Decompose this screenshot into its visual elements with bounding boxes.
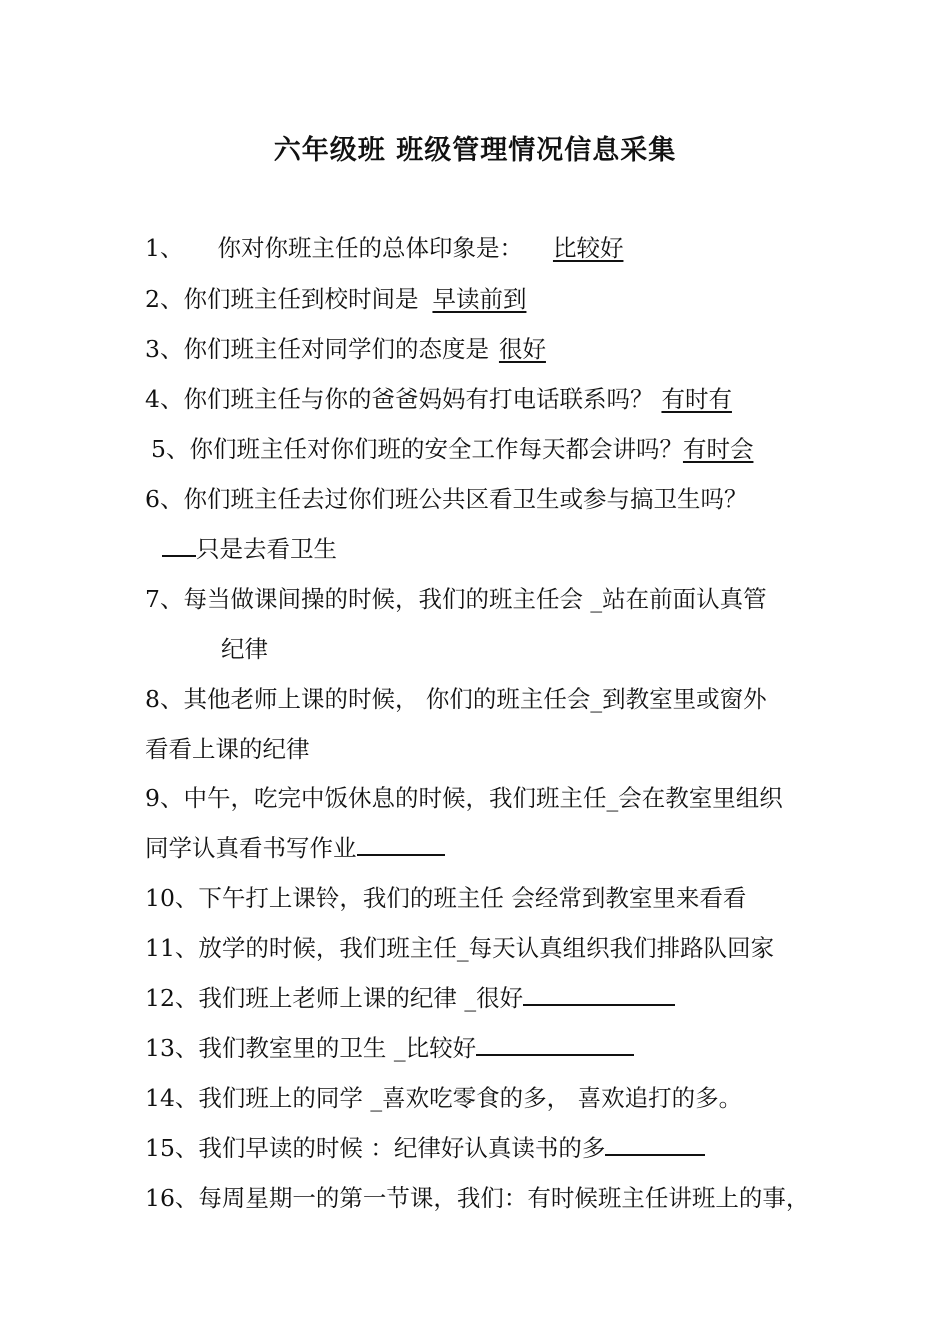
question-12-text: 12、我们班上老师上课的纪律 _很好 (145, 984, 524, 1012)
question-9-answer-cont: 同学认真看书写作业 (145, 834, 357, 862)
question-10 (145, 882, 746, 914)
question-2 (145, 283, 582, 315)
question-11 (145, 932, 774, 964)
question-3-text: 3、你们班主任对同学们的态度是 (145, 335, 489, 363)
question-9-text: 9、中午，吃完中饭休息的时候，我们班主任_会在教室里组织 (145, 784, 783, 812)
page-title: 六年级班 班级管理情况信息采集 (273, 135, 677, 166)
question-13-text: 13、我们教室里的卫生 _比较好 (145, 1034, 477, 1062)
question-1 (145, 232, 667, 264)
question-3 (145, 333, 596, 365)
question-7-text: 7、每当做课间操的时候，我们的班主任会 _站在前面认真管 (145, 585, 767, 613)
question-4-answer: 有时有 (661, 385, 732, 413)
question-16 (145, 1182, 809, 1214)
question-1-answer: 比较好 (552, 234, 624, 262)
question-15-text: 15、我们早读的时候 ：纪律好认真读书的多 (145, 1134, 606, 1162)
answer-blank (605, 1132, 705, 1156)
answer-blank (476, 1032, 634, 1056)
question-7-answer-cont: 纪律 (221, 635, 268, 663)
question-14-text: 14、我们班上的同学 _喜欢吃零食的多， 喜欢追打的多。 (145, 1084, 743, 1112)
question-8-continuation (145, 733, 310, 765)
question-1-number: 1、 (145, 234, 184, 262)
question-6-answer: 只是去看卫生 (196, 535, 337, 563)
question-2-answer: 早读前到 (432, 285, 527, 313)
answer-blank (162, 533, 196, 557)
question-1-text: 你对你班主任的总体印象是： (217, 234, 523, 262)
question-16-text: 16、每周星期一的第一节课，我们：有时候班主任讲班上的事， (145, 1184, 810, 1212)
question-14 (145, 1082, 742, 1114)
question-5 (151, 433, 753, 465)
question-9-continuation (145, 832, 445, 864)
question-3-answer: 很好 (498, 335, 546, 363)
question-7 (145, 583, 767, 615)
question-5-answer: 有时会 (682, 435, 754, 463)
answer-blank (357, 832, 445, 856)
answer-blank (523, 982, 675, 1006)
question-6 (145, 483, 747, 515)
question-6-answer-line (162, 533, 337, 565)
question-12 (145, 982, 675, 1014)
question-8 (145, 683, 767, 715)
question-13 (145, 1032, 634, 1064)
question-15 (145, 1132, 705, 1164)
question-5-text: 5、你们班主任对你们班的安全工作每天都会讲吗？ (151, 435, 683, 463)
question-2-text: 2、你们班主任到校时间是 (145, 285, 419, 313)
question-4-text: 4、你们班主任与你的爸爸妈妈有打电话联系吗？ (145, 385, 654, 413)
question-7-continuation (221, 633, 268, 665)
question-11-text: 11、放学的时候，我们班主任_每天认真组织我们排路队回家 (145, 934, 775, 962)
question-8-answer-cont: 看看上课的纪律 (145, 735, 310, 763)
question-6-text: 6、你们班主任去过你们班公共区看卫生或参与搞卫生吗？ (145, 485, 748, 513)
question-8-text: 8、其他老师上课的时候， 你们的班主任会_到教室里或窗外 (145, 685, 767, 713)
question-4 (145, 383, 732, 415)
question-9 (145, 782, 783, 814)
question-10-text: 10、下午打上课铃，我们的班主任 会经常到教室里来看看 (145, 884, 747, 912)
